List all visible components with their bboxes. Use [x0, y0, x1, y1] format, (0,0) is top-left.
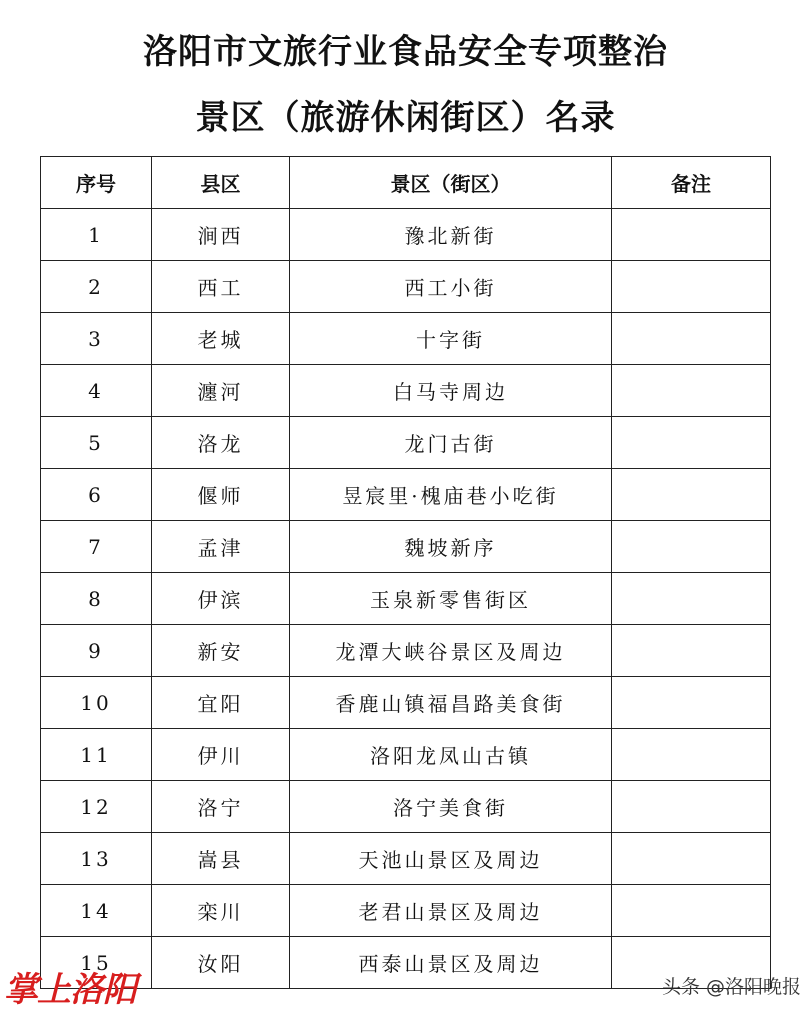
cell-county: 洛龙 [152, 417, 290, 469]
cell-remark [612, 833, 771, 885]
cell-county: 偃师 [152, 469, 290, 521]
cell-serial-number: 8 [41, 573, 152, 625]
header-serial-number: 序号 [41, 157, 152, 209]
table-body [41, 209, 771, 989]
cell-county: 汝阳 [152, 937, 290, 989]
table-row [41, 209, 771, 261]
cell-scenic-area: 西泰山景区及周边 [290, 937, 612, 989]
cell-remark [612, 521, 771, 573]
cell-remark [612, 573, 771, 625]
table-row [41, 469, 771, 521]
cell-serial-number: 9 [41, 625, 152, 677]
cell-remark [612, 677, 771, 729]
cell-scenic-area: 洛阳龙凤山古镇 [290, 729, 612, 781]
cell-scenic-area: 香鹿山镇福昌路美食街 [290, 677, 612, 729]
cell-serial-number: 3 [41, 313, 152, 365]
cell-scenic-area: 西工小街 [290, 261, 612, 313]
cell-scenic-area: 龙门古街 [290, 417, 612, 469]
cell-remark [612, 417, 771, 469]
cell-county: 孟津 [152, 521, 290, 573]
header-scenic-area: 景区（街区） [290, 157, 612, 209]
cell-county: 老城 [152, 313, 290, 365]
cell-serial-number: 6 [41, 469, 152, 521]
cell-serial-number: 7 [41, 521, 152, 573]
table-row [41, 365, 771, 417]
source-watermark: 头条 @洛阳晚报 [661, 976, 801, 998]
table-row [41, 833, 771, 885]
cell-county: 嵩县 [152, 833, 290, 885]
cell-county: 伊川 [152, 729, 290, 781]
table-row [41, 313, 771, 365]
table-row [41, 521, 771, 573]
cell-scenic-area: 龙潭大峡谷景区及周边 [290, 625, 612, 677]
cell-serial-number: 15 [41, 937, 152, 989]
table-row [41, 625, 771, 677]
cell-county: 涧西 [152, 209, 290, 261]
cell-remark [612, 781, 771, 833]
table-row [41, 729, 771, 781]
table-row [41, 261, 771, 313]
cell-remark [612, 885, 771, 937]
table-row [41, 781, 771, 833]
cell-county: 伊滨 [152, 573, 290, 625]
cell-scenic-area: 十字街 [290, 313, 612, 365]
cell-county: 瀍河 [152, 365, 290, 417]
cell-county: 新安 [152, 625, 290, 677]
table-row [41, 885, 771, 937]
cell-remark [612, 365, 771, 417]
table-row [41, 417, 771, 469]
table-row [41, 677, 771, 729]
cell-scenic-area: 豫北新街 [290, 209, 612, 261]
table-row [41, 573, 771, 625]
cell-county: 栾川 [152, 885, 290, 937]
cell-scenic-area: 玉泉新零售街区 [290, 573, 612, 625]
cell-remark [612, 625, 771, 677]
cell-scenic-area: 昱宸里·槐庙巷小吃街 [290, 469, 612, 521]
cell-remark [612, 261, 771, 313]
cell-serial-number: 10 [41, 677, 152, 729]
cell-scenic-area: 老君山景区及周边 [290, 885, 612, 937]
header-remark: 备注 [612, 157, 771, 209]
scenic-area-table [40, 156, 771, 989]
cell-remark [612, 729, 771, 781]
cell-serial-number: 1 [41, 209, 152, 261]
cell-scenic-area: 白马寺周边 [290, 365, 612, 417]
cell-county: 洛宁 [152, 781, 290, 833]
cell-serial-number: 11 [41, 729, 152, 781]
cell-serial-number: 14 [41, 885, 152, 937]
cell-serial-number: 2 [41, 261, 152, 313]
cell-scenic-area: 洛宁美食街 [290, 781, 612, 833]
cell-scenic-area: 魏坡新序 [290, 521, 612, 573]
cell-serial-number: 5 [41, 417, 152, 469]
cell-scenic-area: 天池山景区及周边 [290, 833, 612, 885]
document-title-line-2: 景区（旅游休闲街区）名录 [195, 98, 616, 138]
cell-remark [612, 209, 771, 261]
cell-county: 西工 [152, 261, 290, 313]
header-county: 县区 [152, 157, 290, 209]
document-title-line-1: 洛阳市文旅行业食品安全专项整治 [143, 32, 668, 72]
cell-county: 宜阳 [152, 677, 290, 729]
cell-serial-number: 4 [41, 365, 152, 417]
table-header-row [41, 157, 771, 209]
zhangshang-luoyang-logo: 掌上洛阳 [4, 970, 136, 1010]
cell-serial-number: 12 [41, 781, 152, 833]
cell-remark [612, 469, 771, 521]
cell-remark [612, 313, 771, 365]
cell-serial-number: 13 [41, 833, 152, 885]
